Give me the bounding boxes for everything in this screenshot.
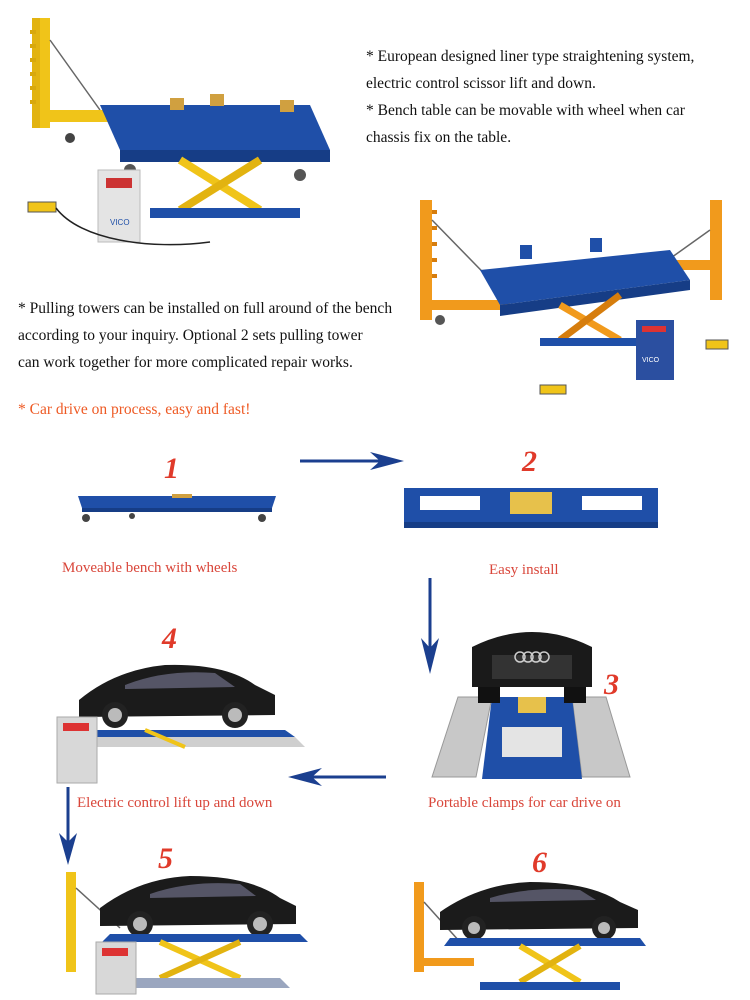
step-1-caption: Moveable bench with wheels <box>62 560 238 576</box>
step-3-number: 3 <box>604 668 619 701</box>
control-box-logo-2: VICO <box>642 357 660 364</box>
step-6-image <box>410 872 650 997</box>
step-4-number: 4 <box>162 622 177 655</box>
arrow-right-icon <box>300 451 410 471</box>
step-2-image <box>400 484 662 534</box>
intro-line-3: * Bench table can be movable with wheel when car <box>366 102 685 119</box>
towers-line-2: according to your inquiry. Optional 2 sets pulling tower <box>18 327 363 344</box>
control-box-logo: VICO <box>110 218 130 227</box>
step-1-number: 1 <box>164 452 179 485</box>
bench-product-photo-2 <box>410 190 740 410</box>
step-3-image <box>432 617 632 782</box>
step-4-image <box>55 655 305 785</box>
towers-line-1: * Pulling towers can be installed on full around of the bench <box>18 300 393 317</box>
bench-product-photo-1 <box>10 10 340 270</box>
intro-line-4: chassis fix on the table. <box>366 129 512 146</box>
towers-line-3: can work together for more complicated repair works. <box>18 354 353 371</box>
step-2-number: 2 <box>522 445 537 478</box>
intro-text <box>366 43 736 151</box>
intro-line-2: electric control scissor lift and down. <box>366 75 596 92</box>
intro-line-1: * European designed liner type straightening system, <box>366 48 695 65</box>
step-4-caption: Electric control lift up and down <box>77 795 273 811</box>
step-2-caption: Easy install <box>489 562 559 578</box>
step-1-image <box>72 490 282 530</box>
towers-text <box>18 295 418 376</box>
arrow-down-icon-2 <box>58 787 78 867</box>
step-5-image <box>60 868 310 996</box>
highlight-text: * Car drive on process, easy and fast! <box>18 401 251 418</box>
step-3-caption: Portable clamps for car drive on <box>428 795 621 811</box>
step-6-number: 6 <box>532 846 547 879</box>
step-5-number: 5 <box>158 842 173 875</box>
